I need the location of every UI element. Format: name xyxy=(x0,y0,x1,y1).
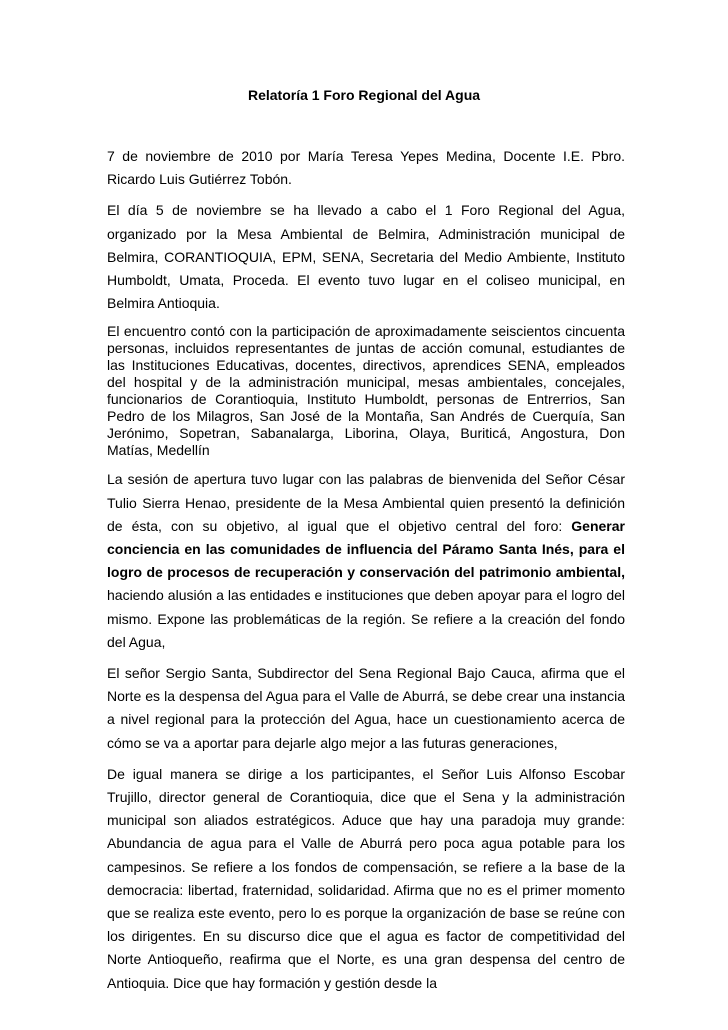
paragraph-participants: El encuentro contó con la participación de aproximadamente seiscientos cincuenta personas, incluidos representantes de juntas de acción comunal, estudiantes de las Instituciones Educativas, docentes, directivos, aprendices SENA, empleados del hospital y de la administración municipal, mesas ambientales, concejales, funcionarios de Corantioquia, Instituto Humboldt, personas de Entrerrios, San Pedro de los Milagros, San José de la Montaña, San Andrés de Cuerquía, San Jerónimo, Sopetran, Sabanalarga, Liborina, Olaya, Buriticá, Angostura, Don Matías, Medellín xyxy=(107,323,625,459)
document-title: Relatoría 1 Foro Regional del Agua xyxy=(247,87,481,103)
document-body xyxy=(107,145,625,1003)
paragraph-date-author: 7 de noviembre de 2010 por María Teresa Yepes Medina, Docente I.E. Pbro. Ricardo Luis Gutiérrez Tobón. xyxy=(107,148,625,188)
paragraph-luis-escobar: De igual manera se dirige a los participantes, el Señor Luis Alfonso Escobar Trujillo, director general de Corantioquia, dice que el Sena y la administración municipal son aliados estratégicos. Aduce que hay una paradoja muy grande: Abundancia de agua para el Valle de Aburrá pero poca agua potable para los campesinos. Se refiere a los fondos de compensación, se refiere a la base de la democracia: libertad, fraternidad, solidaridad. Afirma que no es el primer momento que se realiza este evento, pero lo es porque la organización de base se reúne con los dirigentes. En su discurso dice que el agua es factor de competitividad del Norte Antioqueño, reafirma que el Norte, es una gran despensa del centro de Antioquia. Dice que hay formación y gestión desde la xyxy=(107,765,625,991)
opening-text-after: haciendo alusión a las entidades e instituciones que deben apoyar para el logro del mismo. Expone las problemáticas de la región. Se refiere a la creación del fondo del Agua, xyxy=(107,587,625,650)
paragraph-sergio-santa: El señor Sergio Santa, Subdirector del Sena Regional Bajo Cauca, afirma que el Norte es la despensa del Agua para el Valle de Aburrá, se debe crear una instancia a nivel regional para la protección del Agua, hace un cuestionamiento acerca de cómo se va a aportar para dejarle algo mejor a las futuras generaciones, xyxy=(107,665,625,751)
paragraph-event-summary: El día 5 de noviembre se ha llevado a cabo el 1 Foro Regional del Agua, organizado por la Mesa Ambiental de Belmira, Administración municipal de Belmira, CORANTIOQUIA, EPM, SENA, Secretaria del Medio Ambiente, Instituto Humboldt, Umata, Proceda. El evento tuvo lugar en el coliseo municipal, en Belmira Antioquia. xyxy=(107,202,625,312)
opening-text-before: La sesión de apertura tuvo lugar con las palabras de bienvenida del Señor César Tulio Sierra Henao, presidente de la Mesa Ambiental quien presentó la definición de ésta, con su objetivo, al igual que el objetivo central del foro: xyxy=(107,471,625,534)
forum-objective: Generar conciencia en las comunidades de influencia del Páramo Santa Inés, para el logro de procesos de recuperación y conservación del patrimonio ambiental, xyxy=(107,517,625,581)
paragraph-opening-session xyxy=(107,468,625,654)
